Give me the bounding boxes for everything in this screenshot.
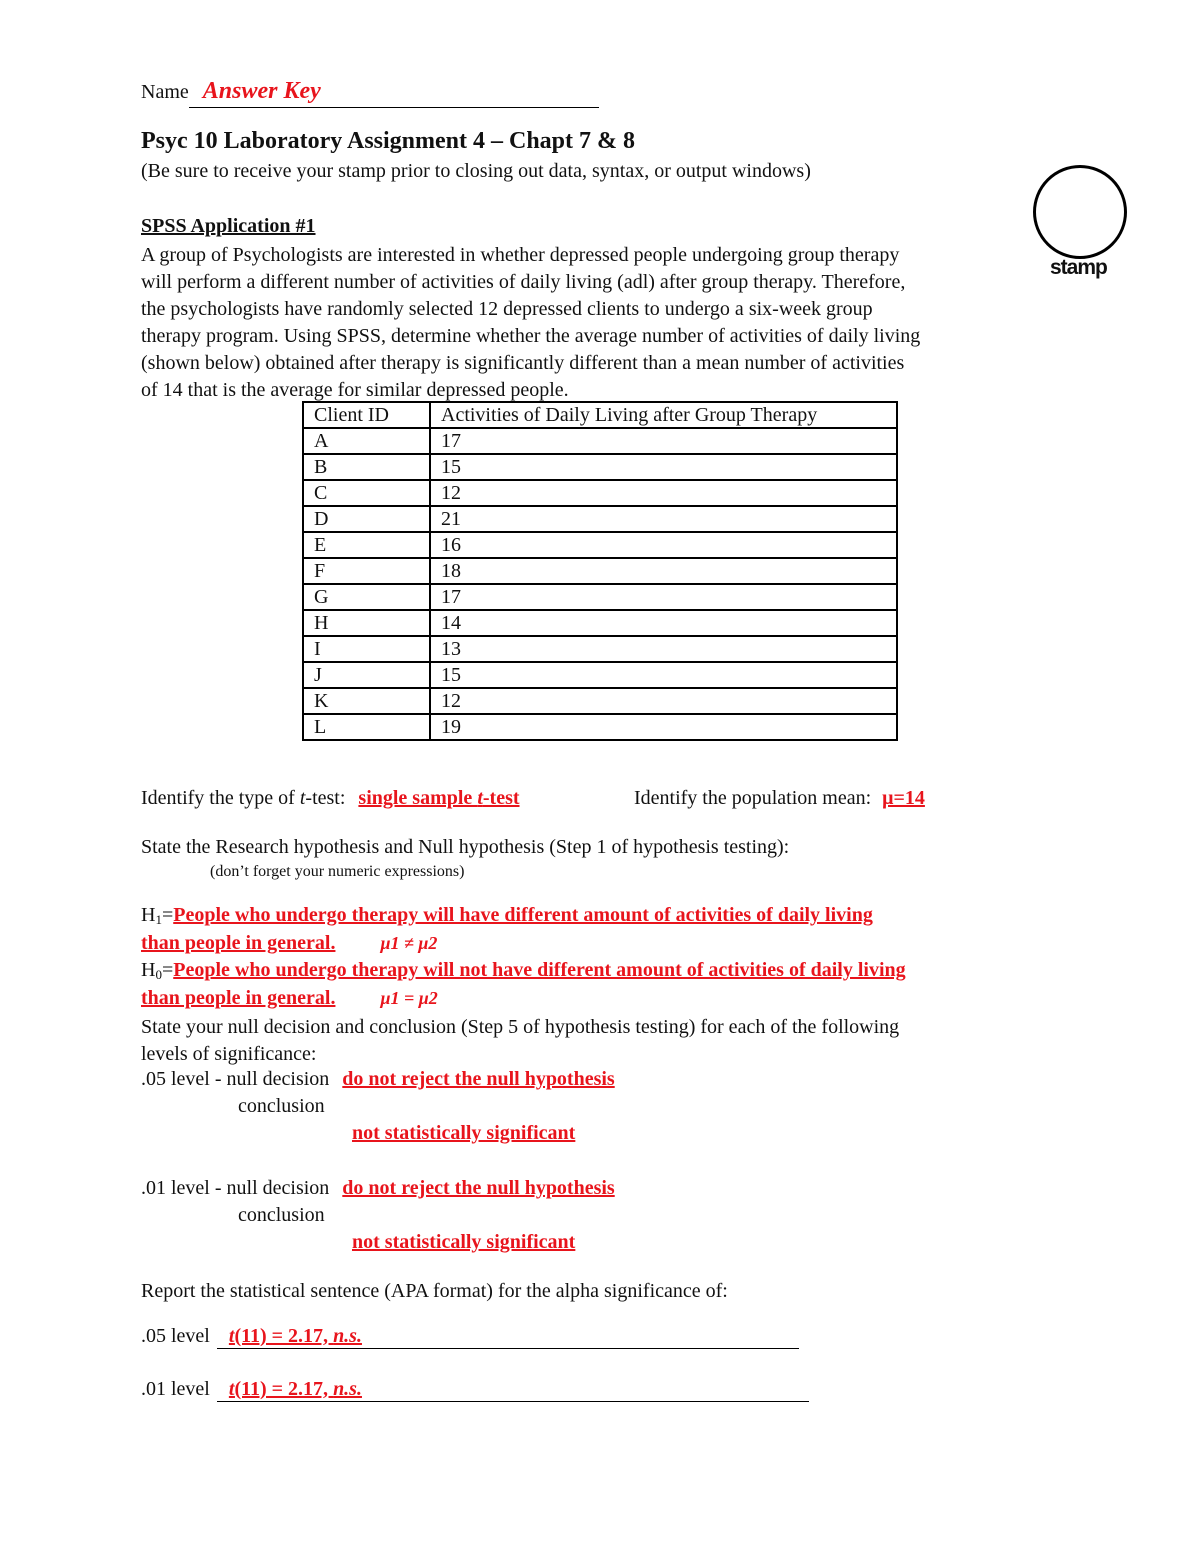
table-row <box>303 454 897 480</box>
lvl05-decision: do not reject the null hypothesis <box>342 1068 615 1090</box>
ttype-answer-b: -test <box>482 787 520 809</box>
apa05-label: .05 level <box>141 1325 210 1347</box>
table-row <box>303 584 897 610</box>
table-row <box>303 688 897 714</box>
h0-sub: 0 <box>155 967 162 982</box>
table-cell: 21 <box>430 506 897 532</box>
lvl01-conclusion: not statistically significant <box>352 1231 576 1253</box>
data-table <box>302 401 898 741</box>
name-field[interactable] <box>189 80 599 108</box>
table-header-cell: Activities of Daily Living after Group Therapy <box>430 402 897 428</box>
table-row <box>303 714 897 740</box>
h0-expression: μ1 = μ2 <box>380 988 438 1008</box>
decision-prompt-line: levels of significance: <box>141 1043 317 1065</box>
apa05-value: (11) = 2.17, <box>234 1325 334 1347</box>
table-cell: 12 <box>430 480 897 506</box>
table-cell: G <box>303 584 430 610</box>
apa01-field[interactable] <box>217 1378 809 1402</box>
h1-line2 <box>141 932 437 955</box>
decision-prompt-line: State your null decision and conclusion (Step 5 of hypothesis testing) for each of the following <box>141 1016 900 1038</box>
popmean-question <box>634 787 925 810</box>
h1-text-cont: than people in general. <box>141 932 336 954</box>
apa01-ns: n.s. <box>333 1378 362 1400</box>
h0-text-cont: than people in general. <box>141 987 336 1009</box>
apa05-row <box>141 1325 799 1349</box>
h1-letter: H <box>141 904 156 926</box>
paragraph-line: of 14 that is the average for similar depressed people. <box>141 379 569 401</box>
apa05-field[interactable] <box>217 1325 799 1349</box>
hypothesis-note: (don’t forget your numeric expressions) <box>210 863 465 880</box>
table-cell: C <box>303 480 430 506</box>
table-cell: 19 <box>430 714 897 740</box>
apa01-label: .01 level <box>141 1378 210 1400</box>
ttype-answer-t: t <box>477 787 483 809</box>
lvl01-conclusion-label: conclusion <box>238 1204 325 1226</box>
application-paragraph <box>141 242 920 404</box>
table-cell: 13 <box>430 636 897 662</box>
decision-prompt <box>141 1014 899 1068</box>
h0-text: People who undergo therapy will not have different amount of activities of daily living <box>173 959 906 981</box>
table-cell: 14 <box>430 610 897 636</box>
ttype-prefix: Identify the type of <box>141 787 300 809</box>
table-row <box>303 636 897 662</box>
name-label: Name <box>141 81 189 103</box>
apa05-t: t <box>228 1325 235 1347</box>
paragraph-line: will perform a different number of activities of daily living (adl) after group therapy. Therefore, <box>141 271 906 293</box>
paragraph-line: A group of Psychologists are interested in whether depressed people undergoing group therapy <box>141 244 900 266</box>
lvl01-label: .01 level - null decision <box>141 1177 330 1199</box>
table-cell: K <box>303 688 430 714</box>
table-cell: A <box>303 428 430 454</box>
h0-label: $H_0=$ <box>141 959 174 982</box>
table-cell: 16 <box>430 532 897 558</box>
h1-expression: μ1 ≠ μ2 <box>380 933 438 953</box>
h1-sub: 1 <box>155 912 162 927</box>
apa-prompt: Report the statistical sentence (APA format) for the alpha significance of: <box>141 1280 728 1302</box>
page-title: Psyc 10 Laboratory Assignment 4 – Chapt 7 & 8 <box>141 128 636 154</box>
h0-line2 <box>141 987 438 1010</box>
apa01-value: (11) = 2.17, <box>234 1378 334 1400</box>
table-cell: 17 <box>430 428 897 454</box>
table-cell: B <box>303 454 430 480</box>
name-line <box>141 78 599 106</box>
h1-line1 <box>141 904 873 928</box>
table-cell: D <box>303 506 430 532</box>
application-heading: SPSS Application #1 <box>141 215 316 237</box>
ttype-question <box>141 787 520 810</box>
h0-letter: H <box>141 959 156 981</box>
popmean-label: Identify the population mean: <box>634 787 872 809</box>
table-cell: 15 <box>430 662 897 688</box>
table-row <box>303 506 897 532</box>
table-header-cell: Client ID <box>303 402 430 428</box>
table-cell: F <box>303 558 430 584</box>
ttype-answer <box>358 787 519 809</box>
table-header-row <box>303 402 897 428</box>
apa05-answer <box>229 1325 362 1347</box>
h0-line1 <box>141 959 906 983</box>
table-cell: J <box>303 662 430 688</box>
ttype-t: t <box>299 787 306 809</box>
table-cell: 18 <box>430 558 897 584</box>
apa01-row <box>141 1378 809 1402</box>
hypothesis-prompt: State the Research hypothesis and Null hypothesis (Step 1 of hypothesis testing): <box>141 836 790 858</box>
ttype-answer-a: single sample <box>358 787 478 809</box>
lvl05-conclusion-label: conclusion <box>238 1095 325 1117</box>
table-row <box>303 480 897 506</box>
table-cell: 17 <box>430 584 897 610</box>
name-value: Answer Key <box>202 78 321 104</box>
paragraph-line: (shown below) obtained after therapy is significantly different than a mean number of activities <box>141 352 905 374</box>
table-cell: E <box>303 532 430 558</box>
table-cell: 12 <box>430 688 897 714</box>
page-subtitle: (Be sure to receive your stamp prior to closing out data, syntax, or output windows) <box>141 160 811 182</box>
apa01-answer <box>229 1378 362 1400</box>
apa01-t: t <box>228 1378 235 1400</box>
table-row <box>303 428 897 454</box>
lvl05-decision-row <box>141 1068 615 1091</box>
popmean-answer: μ=14 <box>882 787 925 809</box>
table-cell: I <box>303 636 430 662</box>
h1-label: $H_1=$ <box>141 904 174 927</box>
apa05-ns: n.s. <box>333 1325 362 1347</box>
table-row <box>303 558 897 584</box>
table-row <box>303 662 897 688</box>
table-cell: H <box>303 610 430 636</box>
lvl05-label: .05 level - null decision <box>141 1068 330 1090</box>
table-row <box>303 532 897 558</box>
lvl05-conclusion: not statistically significant <box>352 1122 576 1144</box>
table-cell: L <box>303 714 430 740</box>
table-cell: 15 <box>430 454 897 480</box>
h1-text: People who undergo therapy will have different amount of activities of daily living <box>173 904 873 926</box>
table-row <box>303 610 897 636</box>
lvl01-decision-row <box>141 1177 615 1200</box>
paragraph-line: the psychologists have randomly selected 12 depressed clients to undergo a six-week group <box>141 298 873 320</box>
ttype-suffix: -test: <box>305 787 346 809</box>
lvl01-decision: do not reject the null hypothesis <box>342 1177 615 1199</box>
stamp-label: stamp <box>1050 256 1107 279</box>
stamp-circle <box>1033 165 1127 259</box>
paragraph-line: therapy program. Using SPSS, determine whether the average number of activities of daily living <box>141 325 921 347</box>
